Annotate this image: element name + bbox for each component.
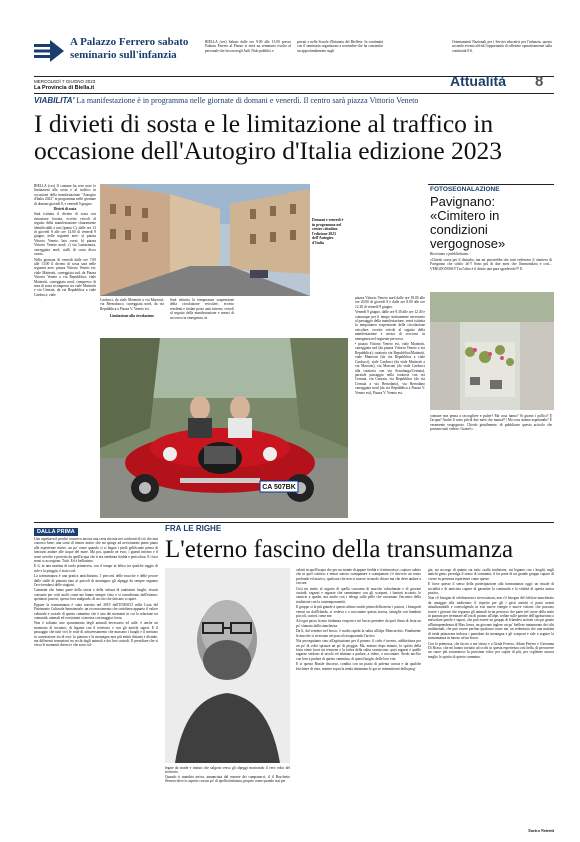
license-plate: CA 507BK — [262, 484, 296, 491]
promo-col-1: BIELLA (ces) Sabato dalle ore 9.00 alle 13.00 presso Palazzo Ferrero al Piazzo si terrà un seminario rivolto al personale che lavora negli Asili Nido pubblici e — [205, 40, 291, 53]
kicker-label: VIABILITA' — [34, 96, 75, 105]
prima-column — [34, 537, 158, 835]
transumanza-col-2 — [296, 568, 421, 836]
lead-paragraph: piazza Vittorio Veneto nord dalle ore 18.00 alle ore 20.00 di giovedì 8 e dalle ore 8.00 alle ore 12.30 di venerdì 9 giugno. — [355, 296, 425, 309]
publication-name: La Provincia di Biella.it — [34, 85, 95, 91]
transumanza-paragraph: Non c'è bisogno di celebrazioni e rievocazioni, non c'è bisogno del folclore mascherato da omaggio alla tradizione: il rispetto per gli i gesti antichi si porta avanti attualizzandoli e coinvolgendo in essi nuove energie e nuove visioni: che possono essere i giovani che seguono gli animali in un percorso che parte nel cuore della notte in pianura per terminare all'ora di pranzo all'alpe, sedute sulle panche dell'agriturismo a mescolare parole e sapori, che può essere un gruppo di Irlandesi arrivati sin qui grazie all'intraprendenza di Max Jones, un giovane inglese un po' biellese innamorato dei cibi tradizionali, che può essere perfino qualcuno come me, un sedentario che una mattina di tarda primavera indossa i pantaloni da montagna e gli scarponi e sale a seguire la transumanza in mezzo ad un bosco. — [428, 596, 554, 641]
lower-rule — [34, 522, 554, 523]
transumanza-paragraph: Da lì, dal sentiero nel bosco, è molto rapida la salita all'alpe Moncerchio. Finalmente le mucche si riversano nei pascoli assaporando l'arrivo. — [296, 629, 421, 638]
transumanza-paragraph: Noi proseguiamo sino all'agriturismo per il pranzo: il cielo è incerto, additirittura per un po' di volte spruzza un po' di pioggia. Ma, minuto dopo minuto, lo spirito della festa viene fuori tra tensione e la fatica della salita svaniscono: quei ragazzi e quelle ragazze siedono al tavolo ed iniziano a parlare, a ridere, a raccontare. Siedo anch'io con loro a parlare di questo cammino, di questi luoghi, delle loro vite. — [296, 639, 421, 661]
lead-paragraph: Nella giornata di venerdì dalle ore 7.00 alle 13.00 il divieto di sosta sarà nelle seguenti aree: piazza Vittorio Veneto est; viale Matteotti, carreggiata sud, da Piazza Vittorio Veneto a via Repubblica; viale Matteotti, carreggiata nord, compresso di area di sosta ricompresa tra viale Matteotti e via Cernaia, da via Repubblica a viale Carducci; viale — [34, 257, 96, 297]
transumanza-paragraph: legate da strade e tratturi che salgono verso gli alpeggi mostrando il vero volto del territorio. — [165, 766, 290, 775]
cemetery-photo — [430, 292, 554, 410]
prima-paragraph: E il, in una mattina di tarda primavera, con il tempo in bilico tra qualche raggio di sole e la pioggia, è stato così. — [34, 564, 158, 573]
lead-headline: I divieti di sosta e le limitazione al traffico in occasione dell'Autogiro d'Italia edizione 2023 — [34, 109, 503, 165]
prima-paragraph: Non è soltanto uno spostamento degli animali necessario ed utile: è anche un momento di incontro, di legame con il territorio e con gli antichi saperi. E il passaggio che tutti vivi le rotte di attraversamento che marcano i luoghi e il mettono in connessione tra di essi: la pianura e la montagna non più entità distanti e distinte, ma differenti sensazioni tra occhi dagli animali e dai loro custodi. Il presidiare che si verso le momenti diversi e che sono col- — [34, 621, 158, 648]
transumanza-paragraph: calarti in quell'acqua che per un istante di appare fredda e ti intimorisce, capisco subito che in quel confuso e ermai sonoro scampanare e scampanare c'è davvero un senso profondo ed atavico, qualcosa che non si muove in modo chiaro ma che deve andare a cercare. — [296, 568, 421, 586]
issue-date: MERCOLEDÌ 7 GIUGNO 2023 — [34, 79, 96, 84]
transumanza-headline: L'eterno fascino della transumanza — [165, 536, 514, 563]
lead-col-4 — [355, 296, 425, 516]
lead-subhead: Limitazione alla circolazione — [109, 314, 155, 319]
lead-paragraph: BIELLA (ces) Il comune ha reso noto le limitazioni alla sosta e al traffico in occasione della manifestazione "Autogiro d'Italia 2023" in programma nelle giornate di domani giovedì 8, e venerdì 9 giugno. — [34, 184, 96, 206]
promo-title: A Palazzo Ferrero sabato seminario sull'infanzia — [70, 36, 189, 61]
promo-col-2: privati e nelle Scuole d'Infanzia del Biellese. In continuità con il seminario organizzato a novembre che ha consentito un approfondimento sugli — [297, 40, 383, 53]
lead-paragraph: • piazza Vittorio Veneto est, viale Matteotti, carreggiata sud (da piazza Vittorio Veneto a via Repubblica), rotatoria via Repubblica/Matteotti, viale Matteotti (da via Repubblica a viale Carducci), viale Carducci (da viale Matteotti a via Marconi), via Marconi (da viale Carducci alla rotatoria con via Serralunga/Cernaia), parziale passaggio nella rotatoria con via Cernaia, via Cernaia, via Repubblica (da via Cernaia a via Bertodano), via Bertodano carreggiata nord (da via Repubblica a Piazza V. Veneto est), Piazza V. Veneto est. — [355, 342, 425, 395]
lead-kicker — [34, 96, 418, 106]
fotoseg-body: «Chiedo scusa per il disturbo, ma mi piacerebbe che tutti vedessero il cimitero di Pavignano che schifo fa!!! Sono più di due mesi che l'immondizia e così... VERGOGNOSO! Tra l'altro è il diritto una pura sgradevole!!! Il — [430, 258, 552, 271]
kicker-text: La manifestazione è in programma nelle giornate di domani e venerdì. Il centro sarà piazza Vittorio Veneto — [76, 96, 419, 105]
prima-paragraph: La transumanza è una pratica antichissima. I percorsi delle mucche e delle pecore dalle stalle di pianura sino ai pascoli di montagna: gli alpeggi da sempre segnano l'avvicendarsi delle stagioni. — [34, 574, 158, 588]
transumanza-paragraph: Quando ti mandria arriva, annunciata dal rumore dei campanacci, il il Boschetto Sessera dove io aspetto con un po' di quella titubanza, proprio come quando stai per — [165, 774, 290, 784]
street-photo — [100, 184, 310, 296]
transumanza-paragraph: gia, mi accorgo di quanto sia tutto «sulla tradizione, sui legame con i luoghi, sugli antichi geni» prevalga il senso di comunità, il far parte di un grande gruppo capace di vivere in presenza esperienze come queste. — [428, 568, 554, 581]
transumanza-col-3 — [428, 568, 554, 830]
transumanza-paragraph: Il gruppo si fa più grande a questo ultimo snodo prima della meta: i pastori, i biongrafi venuti un dall'Irlanda, si vedeva e a raccontare questa ascesa, famiglie con bambini piccoli, curiosi come me. — [296, 605, 421, 619]
article-author: Enrico Neiretti — [528, 828, 554, 833]
transumanza-paragraph: E forse questo il senso della partecipazione alla transumanza oggi: un rituale di socialità e di amicizia capace di garantire la continuità e la vitalità di questa antica pratica. — [428, 582, 554, 596]
street-photo-caption: Domani e venerdì è in programma nel centro cittadino l'edizione 2023 dell'Autogiro d'Italia — [312, 218, 344, 245]
fotoseg-subtitle: Riceviamo e pubblichiamo. — [430, 252, 470, 256]
arrow-icon — [34, 40, 64, 62]
vintage-car-photo — [100, 338, 348, 518]
lead-col-2 — [100, 298, 164, 319]
righe-label: FRA LE RIGHE — [165, 524, 222, 533]
lead-subhead: Divieti di sosta — [53, 207, 77, 212]
transumanza-col-1 — [165, 766, 290, 784]
lead-paragraph: Sarà istituito il divieto di sosta con rimozione forzata, eccetto veicoli al seguito della manifestazione chiaramente identificabili e taxi (punto C), dalle ore 12 di giovedì 8 alle ore 14.00 di venerdì 9 giugno, nelle seguenti aree: a) piazza Vittorio Veneto, lato ovest; b) piazza Vittorio Veneto nord; c) via Lamarmora, carreggiata nord, stalli di sosta disco orario. — [34, 212, 96, 257]
lead-col-1 — [34, 184, 96, 349]
prima-paragraph: Uno aspettava il perché conservo ancora una certa ritrosia nei confronti di ciò che non conosco bene, una sorta di timore antico che mi spinge ad avvicinarmi piano piano alle esperienze nuove, un po' come quando ci si bagna i piedi gelificante prima di lanciarsi andare alle acque del mare. Ma poi, quando ne esco, i guanti intorno e il sensi avvolto e protetto da quell'acqua che ti era sembrata fredda e pericolosa. E i tuoi sensi si accorgono. Tutti. Ed è bellissimo. — [34, 537, 158, 564]
section-title: Attualità — [450, 73, 506, 89]
prima-paragraph: Cammini che fanno parte della storia e della cultura di tantissimi luoghi, vissuti consuete per certi molti come me hanno sempre visto e si considerano dall'esterno: spettatori passivi, spesso loro malgrado, di un rito che faticano a capire. — [34, 588, 158, 602]
transumanza-paragraph: Con la premessa, che faccio a me stesso e a Giada Ferrero, Adam Ferrero e Giovanna Di Rosso, che mi hanno invitato ad occhi in questa esperienza così bella, di percorrere un cuore più sostanzioso la prossima volta: per capire di più, per coglierne ancora meglio lo spirito di questo cammino. — [428, 641, 554, 659]
author-portrait-photo — [165, 568, 290, 763]
lead-paragraph: Carducci, da viale Matteotti a via Marconi; via Bernodasco, carreggiata nord, da via Repubblica a Piazza V. Veneto est. — [100, 298, 164, 311]
fotoseg-body-2: comune non pensa a raccogliere e pulire? Ma cosa fanno? Si girano i pollici? E l'acqua? Anche li sono più di due mesi che manca!!! Ma cosa stiamo aspettando? È veramente vergognoso. Chiedo gentilmente, di pubblicare questo articolo che possano tutti vedere. Grazie!» — [430, 414, 552, 432]
lead-paragraph: Venerdì 9 giugno, dalle ore 9.30 alle ore 12.30 e comunque per il tempo strettamente necessario al passaggio della manifestazione, verrà istituita la temporanea sospensione della circolazione veicolare, eccetto veicoli al seguito della manifestazione e mezzi di soccorso in emergenza nel seguente percorso: — [355, 310, 425, 341]
fotoseg-label: FOTOSEGNALAZIONE — [430, 186, 500, 193]
section-rule — [34, 93, 554, 94]
fotoseg-rule — [428, 184, 554, 185]
page-number: 8 — [535, 73, 544, 90]
transumanza-paragraph: E si questo Burale discorso, condita con un piatto di polenta concia e da qualche bicchiere di vino, mentre sopra la tenda tintinnano le gocce intermittenti della piog- — [296, 662, 421, 671]
prima-label: DALLA PRIMA — [34, 528, 78, 536]
prima-paragraph: Eppure la transumanza è stata inserita nel 2019 dall'UNESCO nella Lista del Patrimonio Culturale Immateriale: un riconoscimento che sottolinea appunto il valore culturale e sociale di questo cammino che è uno dei momenti in cui la relazione tra comunità, animali ed ecosistemi si mostra con maggior forza. — [34, 602, 158, 620]
promo-col-3: Orientamenti Nazionali per i Servizi educativi per l'infanzia, questo secondo evento offrirà l'opportunità di riflettere operativamente sulla continuità 0-6. — [452, 40, 552, 53]
fotoseg-title: Pavignano: «Cimitero in condizioni vergognose» — [430, 194, 506, 251]
transumanza-paragraph: Ad ogni passo la mia titubanza evapora e mi lascio prendere da quel clima di festa un po' sfumato dalla stanchezza. — [296, 619, 421, 628]
transumanza-paragraph: Così mi metto al seguito di quella carovana di mucche colnolunate e di giovani custodi: ragazzi e ragazze che camminano con gli scarponi, i bastoni accanto, le camicie a quadri, ma anche con i telesgi sulla pelle che racontano l'incontro della tradizione con la contemporaneità. — [296, 586, 421, 604]
lead-col-3: Sarà istituita la temporanea sospensione della circolazione veicolare, eccetto residenti e titolari posto auto interno, veicoli al seguito della manifestazione e mezzi di soccorso in emergenza, in — [170, 298, 234, 320]
